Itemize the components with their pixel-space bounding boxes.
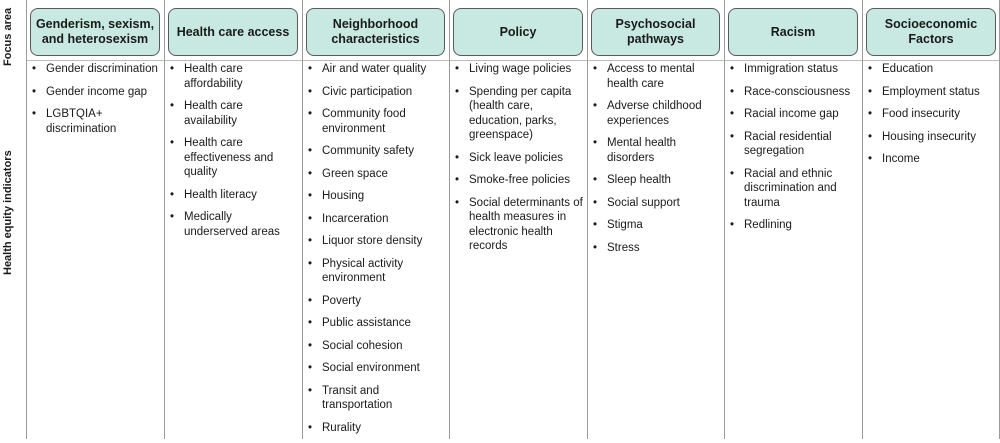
indicator-item: • Living wage policies xyxy=(453,62,583,77)
indicator-item: • Transit and transportation xyxy=(306,384,445,413)
indicator-item: • Gender discrimination xyxy=(30,62,160,77)
indicator-item: • Racial income gap xyxy=(728,107,858,122)
indicator-item: • Health literacy xyxy=(168,188,298,203)
column-divider xyxy=(862,0,863,439)
column-divider xyxy=(302,0,303,439)
indicator-item: • Gender income gap xyxy=(30,85,160,100)
indicator-item: • Social support xyxy=(591,196,720,211)
indicator-list xyxy=(168,62,298,247)
indicator-item: • Race-consciousness xyxy=(728,85,858,100)
equity-indicators-label: Health equity indicators xyxy=(2,150,14,275)
indicator-item: • LGBTQIA+ discrimination xyxy=(30,107,160,136)
indicator-item: • Housing xyxy=(306,189,445,204)
indicator-item: • Civic participation xyxy=(306,85,445,100)
indicator-item: • Mental health disorders xyxy=(591,136,720,165)
indicator-item: • Social environment xyxy=(306,361,445,376)
indicator-item: • Racial residential segregation xyxy=(728,130,858,159)
column-divider xyxy=(26,0,27,439)
indicator-item: • Stress xyxy=(591,241,720,256)
indicator-list xyxy=(453,62,583,262)
indicator-item: • Physical activity environment xyxy=(306,257,445,286)
indicator-item: • Liquor store density xyxy=(306,234,445,249)
indicator-item: • Income xyxy=(866,152,996,167)
indicator-item: • Poverty xyxy=(306,294,445,309)
indicator-item: • Food insecurity xyxy=(866,107,996,122)
indicator-item: • Racial and ethnic discrimination and trauma xyxy=(728,167,858,211)
indicator-item: • Sleep health xyxy=(591,173,720,188)
indicator-item: • Access to mental health care xyxy=(591,62,720,91)
indicator-item: • Green space xyxy=(306,167,445,182)
indicator-item: • Employment status xyxy=(866,85,996,100)
focus-area-header: Health care access xyxy=(168,8,298,56)
indicator-item: • Incarceration xyxy=(306,212,445,227)
indicator-item: • Adverse childhood experiences xyxy=(591,99,720,128)
focus-area-header: Racism xyxy=(728,8,858,56)
focus-area-header: Psychosocial pathways xyxy=(591,8,720,56)
indicator-item: • Air and water quality xyxy=(306,62,445,77)
indicator-list xyxy=(728,62,858,241)
indicator-item: • Health care affordability xyxy=(168,62,298,91)
indicator-item: • Education xyxy=(866,62,996,77)
indicator-item: • Spending per capita (health care, education, parks, greenspace) xyxy=(453,85,583,143)
indicator-item: • Health care effectiveness and quality xyxy=(168,136,298,180)
focus-area-header: Genderism, sexism, and heterosexism xyxy=(30,8,160,56)
indicator-item: • Community safety xyxy=(306,144,445,159)
column-divider xyxy=(587,0,588,439)
indicator-list xyxy=(591,62,720,263)
column-divider xyxy=(449,0,450,439)
indicator-list xyxy=(306,62,445,443)
indicator-item: • Smoke-free policies xyxy=(453,173,583,188)
indicator-list xyxy=(866,62,996,175)
indicator-item: • Housing insecurity xyxy=(866,130,996,145)
indicator-item: • Social determinants of health measures in electronic health records xyxy=(453,196,583,254)
indicator-item: • Rurality xyxy=(306,421,445,436)
indicator-list xyxy=(30,62,160,144)
indicator-item: • Sick leave policies xyxy=(453,151,583,166)
indicator-item: • Stigma xyxy=(591,218,720,233)
indicator-item: • Redlining xyxy=(728,218,858,233)
focus-area-label: Focus area xyxy=(2,7,14,66)
focus-area-header: Neighborhood characteristics xyxy=(306,8,445,56)
indicator-item: • Community food environment xyxy=(306,107,445,136)
column-divider xyxy=(724,0,725,439)
indicator-item: • Health care availability xyxy=(168,99,298,128)
indicator-item: • Medically underserved areas xyxy=(168,210,298,239)
column-divider xyxy=(164,0,165,439)
indicator-item: • Public assistance xyxy=(306,316,445,331)
header-divider xyxy=(26,60,1000,61)
indicator-item: • Social cohesion xyxy=(306,339,445,354)
focus-area-header: Socioeconomic Factors xyxy=(866,8,996,56)
focus-area-header: Policy xyxy=(453,8,583,56)
indicator-item: • Immigration status xyxy=(728,62,858,77)
